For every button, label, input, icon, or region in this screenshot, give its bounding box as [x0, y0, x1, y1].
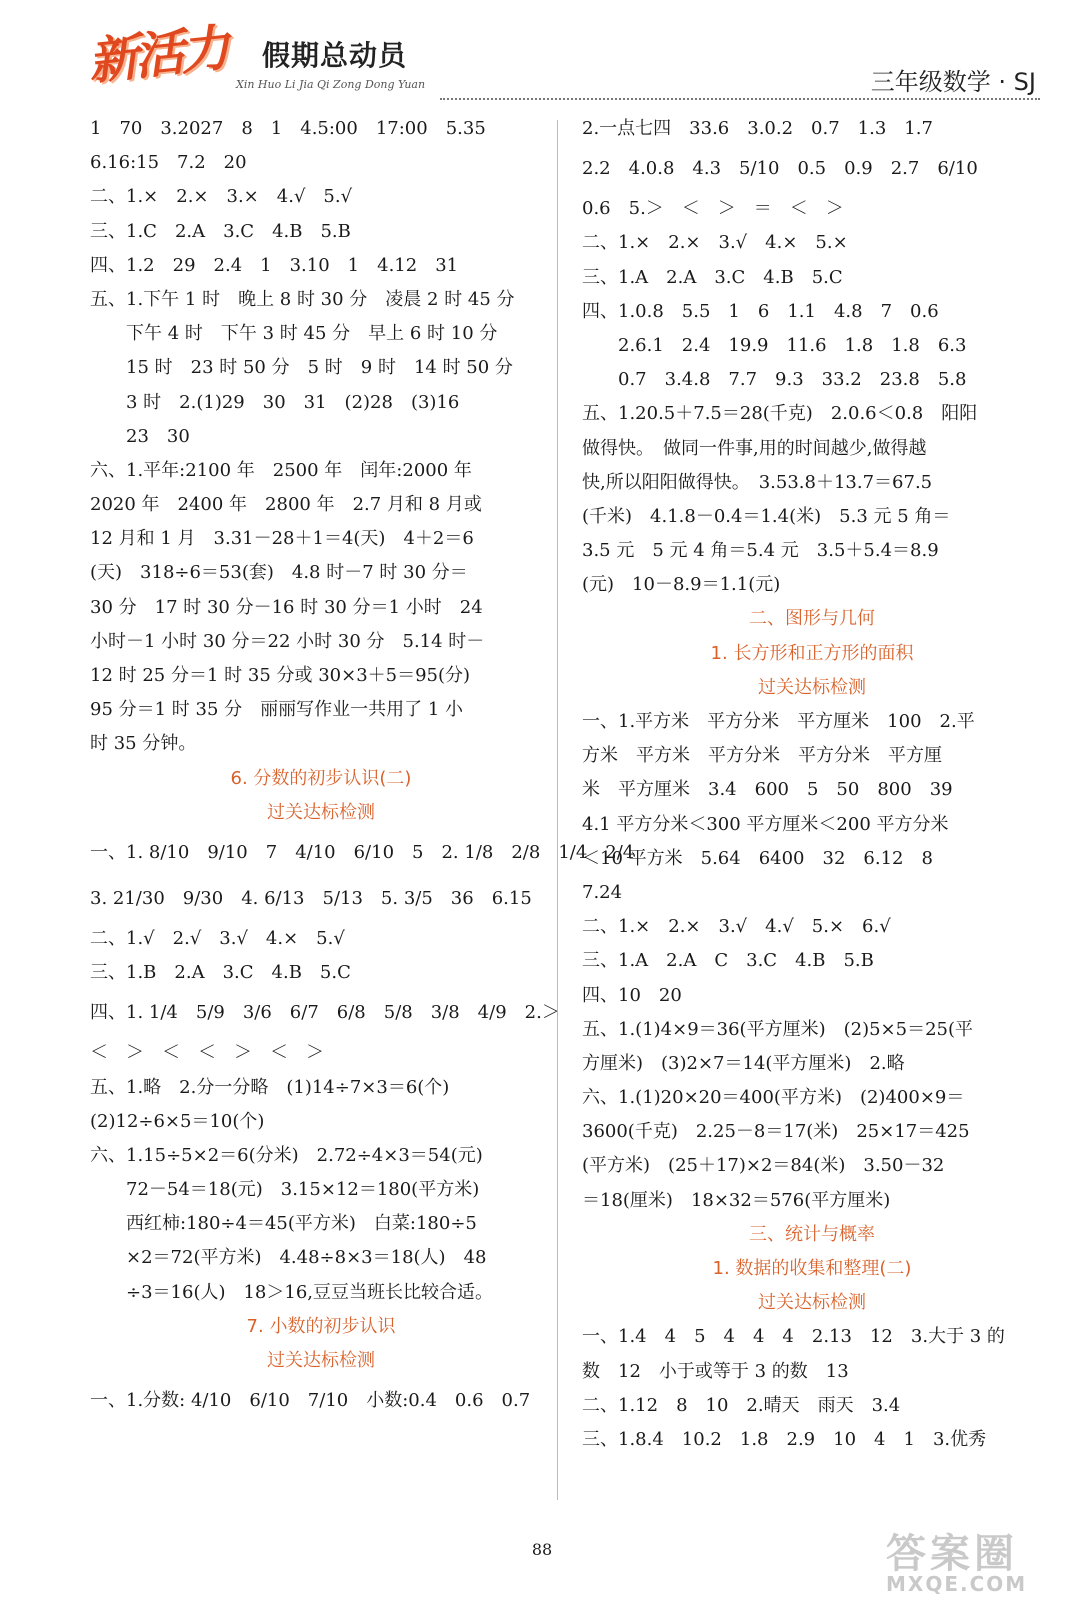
- answer-line: ÷3＝16(人) 18＞16,豆豆当班长比较合适。: [90, 1281, 494, 1303]
- answer-line: 12 时 25 分＝1 时 35 分或 30×3＋5＝95(分): [90, 665, 471, 686]
- answer-line: 三、1.8.4 10.2 1.8 2.9 10 4 1 3.优秀: [582, 1428, 987, 1450]
- logo-brand-text: 新活力: [85, 18, 229, 92]
- answer-line: 一、1.平方米 平方分米 平方厘米 100 2.平: [582, 711, 975, 732]
- answer-line: 二、1.× 2.× 3.× 4.√ 5.√: [90, 186, 353, 208]
- answer-line: 12 月和 1 月 3.31－28＋1＝4(天) 4＋2＝6: [90, 528, 474, 550]
- answer-line: 二、1.√ 2.√ 3.√ 4.× 5.√: [90, 927, 345, 949]
- answer-line: 方厘米) (3)2×7＝14(平方厘米) 2.略: [582, 1052, 905, 1074]
- section-title: 1. 数据的收集和整理(二): [712, 1258, 912, 1279]
- answer-line: 30 分 17 时 30 分－16 时 30 分＝1 小时 24: [90, 596, 483, 618]
- section-title: 过关达标检测: [267, 1350, 375, 1371]
- answer-line: ＝18(厘米) 18×32＝576(平方厘米): [582, 1189, 891, 1211]
- answer-line: 时 35 分钟。: [90, 733, 197, 755]
- answer-line: 7.24: [582, 881, 623, 903]
- answer-line: 1 70 3.2027 8 1 4.5:00 17:00 5.35: [90, 118, 486, 139]
- section-title: 7. 小数的初步认识: [246, 1315, 396, 1337]
- answer-line: 四、10 20: [582, 984, 682, 1006]
- section-title: 过关达标检测: [758, 676, 866, 698]
- right-column: [582, 112, 1042, 1457]
- answer-line: 五、1.20.5＋7.5＝28(千克) 2.0.6＜0.8 阳阳: [582, 403, 978, 425]
- section-title: 三、统计与概率: [749, 1223, 875, 1245]
- watermark-url: MXQE.COM: [886, 1572, 1028, 1596]
- answer-line: 六、1.15÷5×2＝6(分米) 2.72÷4×3＝54(元): [90, 1144, 483, 1166]
- answer-line: 四、1.0.8 5.5 1 6 1.1 4.8 7 0.6: [582, 300, 939, 322]
- column-divider: [557, 120, 558, 1500]
- answer-line: 二、1.12 8 10 2.晴天 雨天 3.4: [582, 1394, 901, 1416]
- section-title: 二、图形与几何: [749, 608, 875, 630]
- answer-line: (天) 318÷6＝53(套) 4.8 时－7 时 30 分＝: [90, 562, 468, 584]
- answer-line: 6.16:15 7.2 20: [90, 152, 247, 174]
- answer-line: 数 12 小于或等于 3 的数 13: [582, 1360, 849, 1382]
- answer-line: 三、1.B 2.A 3.C 4.B 5.C: [90, 962, 351, 984]
- answer-line: 米 平方厘米 3.4 600 5 50 800 39: [582, 779, 953, 801]
- watermark: [886, 1531, 1066, 1598]
- page-header: [0, 0, 1084, 110]
- section-title: 过关达标检测: [267, 801, 375, 823]
- answer-line: 五、1.下午 1 时 晚上 8 时 30 分 凌晨 2 时 45 分: [90, 288, 515, 310]
- answer-line: 0.7 3.4.8 7.7 9.3 33.2 23.8 5.8: [582, 369, 967, 391]
- logo-title: 假期总动员: [262, 39, 408, 72]
- answer-line: 下午 4 时 下午 3 时 45 分 早上 6 时 10 分: [90, 323, 498, 345]
- answer-line: 二、1.× 2.× 3.√ 4.√ 5.× 6.√: [582, 916, 891, 938]
- answer-line: 三、1.C 2.A 3.C 4.B 5.B: [90, 220, 351, 242]
- answer-line: 95 分＝1 时 35 分 丽丽写作业一共用了 1 小: [90, 699, 464, 721]
- answer-line: 四、1. 1/4 5/9 3/6 6/7 6/8 5/8 3/8 4/9 2.＞: [90, 1002, 560, 1024]
- answer-line: ＜10 平方米 5.64 6400 32 6.12 8: [582, 847, 933, 869]
- answer-line: 一、1.4 4 5 4 4 4 2.13 12 3.大于 3 的: [582, 1326, 1005, 1348]
- answer-line: (2)12÷6×5＝10(个): [90, 1110, 265, 1132]
- answer-line: 四、1.2 29 2.4 1 3.10 1 4.12 31: [90, 254, 459, 276]
- answer-line: 一、1.分数: 4/10 6/10 7/10 小数:0.4 0.6 0.7: [90, 1390, 531, 1412]
- answer-line: ×2＝72(平方米) 4.48÷8×3＝18(人) 48: [90, 1247, 487, 1269]
- answer-line: 六、1.(1)20×20＝400(平方米) (2)400×9＝: [582, 1087, 965, 1109]
- section-title: 1. 长方形和正方形的面积: [710, 642, 914, 664]
- answer-line: 4.1 平方分米＜300 平方厘米＜200 平方分米: [582, 813, 949, 835]
- answer-line: 西红柿:180÷4＝45(平方米) 白菜:180÷5: [90, 1213, 477, 1235]
- answer-line: 三、1.A 2.A 3.C 4.B 5.C: [582, 266, 843, 288]
- answer-line: 二、1.× 2.× 3.√ 4.× 5.×: [582, 232, 848, 254]
- watermark-text: 答案圈: [886, 1531, 1018, 1577]
- answer-line: 三、1.A 2.A C 3.C 4.B 5.B: [582, 950, 874, 972]
- answer-line: 0.6 5.＞ ＜ ＞ ＝ ＜ ＞: [582, 198, 844, 220]
- answer-line: 3. 21/30 9/30 4. 6/13 5/13 5. 3/5 36 6.15: [90, 887, 532, 909]
- logo-pinyin: Xin Huo Li Jia Qi Zong Dong Yuan: [236, 78, 426, 91]
- answer-line: 五、1.(1)4×9＝36(平方厘米) (2)5×5＝25(平: [582, 1018, 974, 1040]
- answer-line: 2.一点七四 33.6 3.0.2 0.7 1.3 1.7: [582, 118, 933, 139]
- answer-line: (元) 10－8.9＝1.1(元): [582, 574, 781, 596]
- answer-line: 小时－1 小时 30 分＝22 小时 30 分 5.14 时－: [90, 630, 485, 652]
- answer-line: 3.5 元 5 元 4 角＝5.4 元 3.5＋5.4＝8.9: [582, 540, 939, 562]
- section-title: 6. 分数的初步认识(二): [230, 767, 412, 789]
- answer-line: 3 时 2.(1)29 30 31 (2)28 (3)16: [90, 391, 460, 413]
- answer-line: 72－54＝18(元) 3.15×12＝180(平方米): [90, 1179, 480, 1201]
- answer-line: 3600(千克) 2.25－8＝17(米) 25×17＝425: [582, 1121, 970, 1143]
- answer-line: ＜ ＞ ＜ ＜ ＞ ＜ ＞: [90, 1042, 324, 1064]
- answer-line: (平方米) (25＋17)×2＝84(米) 3.50－32: [582, 1155, 945, 1177]
- answer-line: (千米) 4.1.8－0.4＝1.4(米) 5.3 元 5 角＝: [582, 505, 951, 527]
- answer-line: 一、1. 8/10 9/10 7 4/10 6/10 5 2. 1/8 2/8 1/4 2/4: [90, 841, 635, 863]
- subject-label: 三年级数学 · SJ: [870, 68, 1036, 96]
- answer-line: 23 30: [90, 425, 190, 447]
- answer-line: 六、1.平年:2100 年 2500 年 闰年:2000 年: [90, 459, 472, 481]
- answer-line: 做得快。 做同一件事,用的时间越少,做得越: [582, 437, 927, 459]
- answer-line: 方米 平方米 平方分米 平方分米 平方厘: [582, 745, 942, 767]
- answer-line: 15 时 23 时 50 分 5 时 9 时 14 时 50 分: [90, 357, 513, 379]
- answer-line: 五、1.略 2.分一分略 (1)14÷7×3＝6(个): [90, 1076, 450, 1098]
- answer-line: 2.6.1 2.4 19.9 11.6 1.8 1.8 6.3: [582, 334, 967, 356]
- page-number: 88: [531, 1540, 553, 1559]
- answer-line: 快,所以阳阳做得快。 3.53.8＋13.7＝67.5: [582, 471, 933, 493]
- section-title: 过关达标检测: [758, 1292, 866, 1314]
- answer-line: 2.2 4.0.8 4.3 5/10 0.5 0.9 2.7 6/10: [582, 158, 978, 180]
- answer-line: 2020 年 2400 年 2800 年 2.7 月和 8 月或: [90, 494, 482, 516]
- header-divider: [440, 98, 1040, 100]
